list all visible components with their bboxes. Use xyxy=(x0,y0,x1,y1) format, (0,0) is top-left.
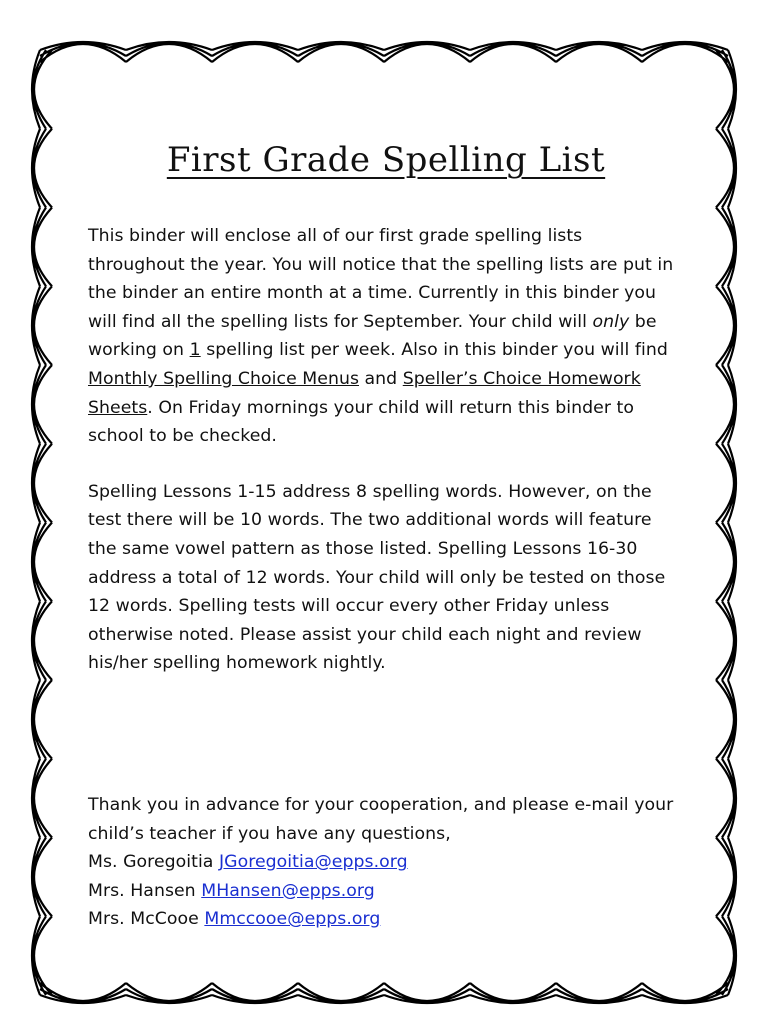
contact-hansen: Mrs. Hansen MHansen@epps.org xyxy=(88,880,375,901)
lessons-paragraph: Spelling Lessons 1-15 address 8 spelling words. However, on the test there will be 10 words. The two additional words will feature the same vowel pattern as those listed. Spelling Lessons 16-30 address a total of 12 words. Your child will only be tested on those 12 words. Spelling tests will occur every other Friday unless otherwise noted. Please assist your child each night and review his/her spelling homework nightly. xyxy=(88,481,666,674)
closing-paragraph xyxy=(88,791,684,934)
choice-menus-title: Monthly Spelling Choice Menus xyxy=(88,368,359,389)
page-title: First Grade Spelling List xyxy=(166,140,606,180)
homework-sheets-title: Speller’s Choice Homework Sheets xyxy=(88,368,641,418)
underlined-one: 1 xyxy=(189,340,201,361)
emphasis-only: only xyxy=(592,311,630,332)
email-link-mccooe[interactable]: Mmccooe@epps.org xyxy=(204,909,381,930)
email-link-goregoitia[interactable]: JGoregoitia@epps.org xyxy=(218,852,408,873)
closing-text: Thank you in advance for your cooperation, and please e-mail your child’s teacher if you have any questions, xyxy=(88,794,674,844)
email-link-hansen[interactable]: MHansen@epps.org xyxy=(201,880,375,901)
contact-goregoitia: Ms. Goregoitia JGoregoitia@epps.org xyxy=(88,852,408,873)
contact-mccooe: Mrs. McCooe Mmccooe@epps.org xyxy=(88,909,381,930)
letter-body xyxy=(88,140,684,934)
intro-paragraph: This binder will enclose all of our first grade spelling lists throughout the year. You will notice that the spelling lists are put in the binder an entire month at a time. Currently in this binder you will find all the spelling lists for September. Your child will only be working on 1 spelling list per week. Also in this binder you will find Monthly Spelling Choice Menus and Speller’s Choice Homework Sheets. On Friday mornings your child will return this binder to school to be checked. xyxy=(88,226,674,447)
